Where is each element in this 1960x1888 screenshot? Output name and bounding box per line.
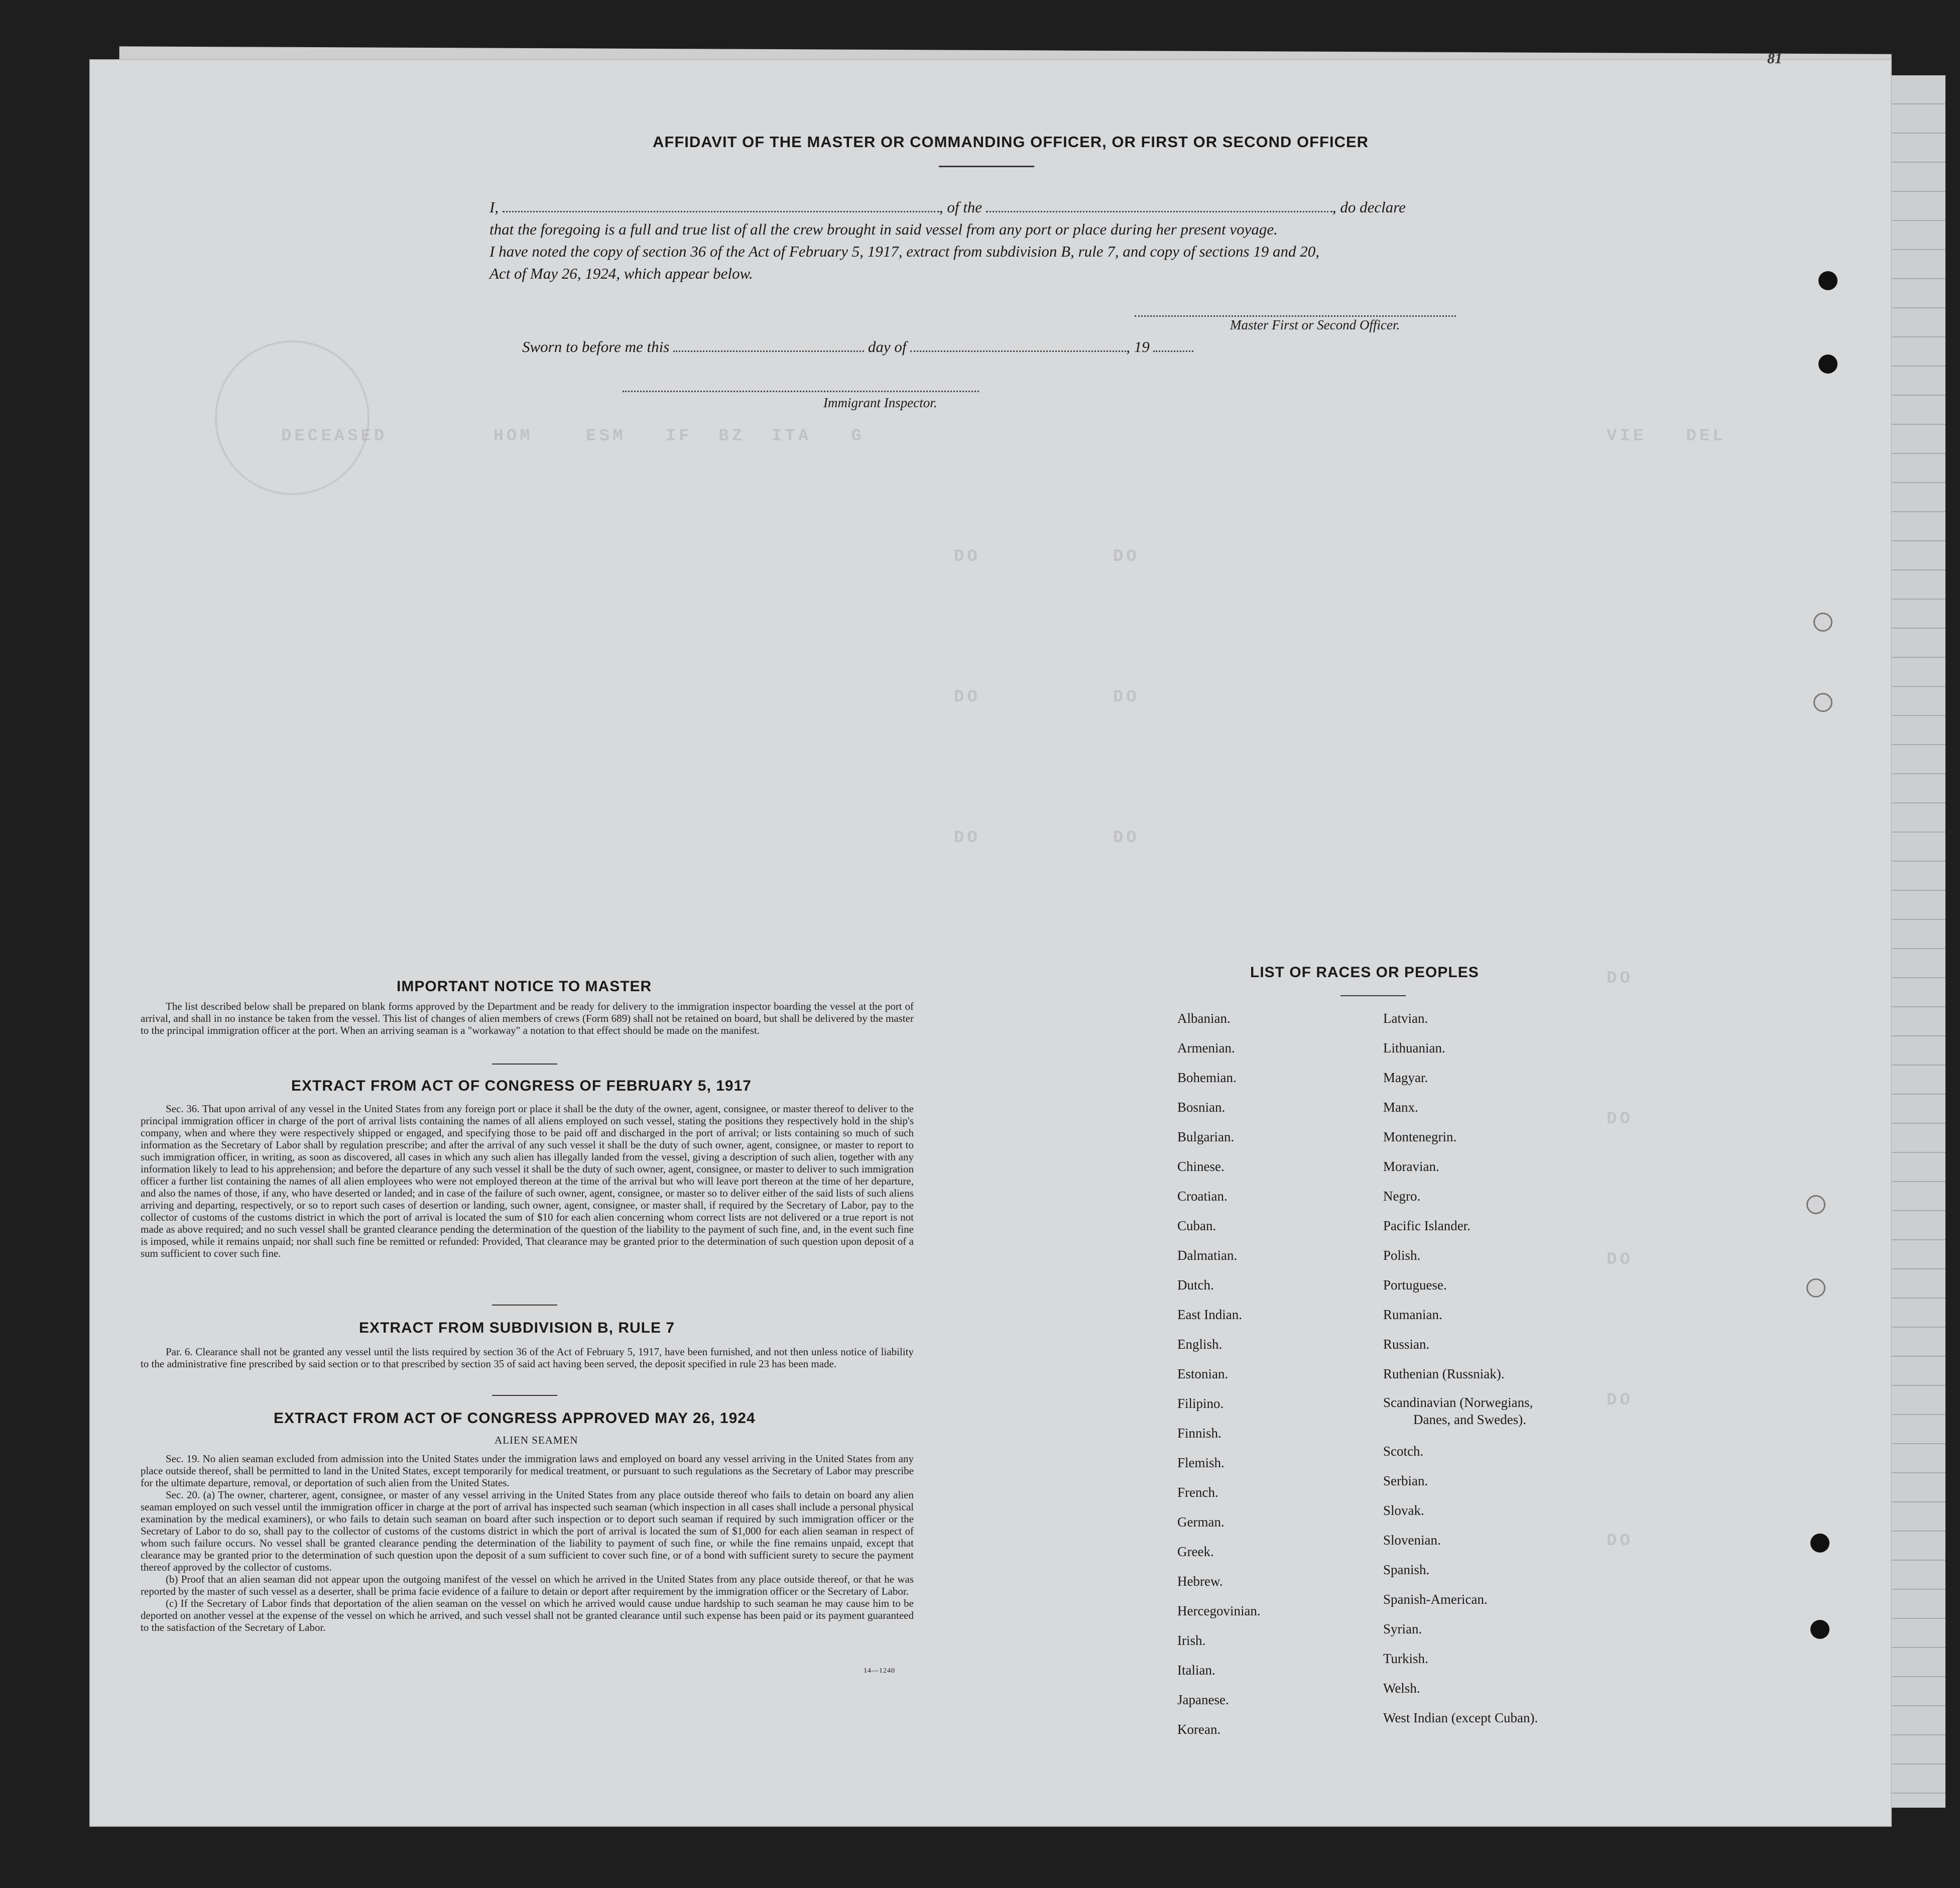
race-item: Manx. bbox=[1383, 1100, 1418, 1115]
title-rule bbox=[939, 166, 1034, 167]
race-item: Croatian. bbox=[1177, 1189, 1228, 1204]
sec-19-paragraph: Sec. 19. No alien seaman excluded from admission into the United States under the immigration laws and employed on board any vessel arriving in the United States from any place outside thereof, shall be permitted to land in the United States, except temporarily for medical treatment, or pursuant to such regulations as the Secretary of Labor may prescribe for the ultimate departure, removal, or deportation of such alien from the United States. bbox=[141, 1453, 914, 1489]
race-item: Slovak. bbox=[1383, 1503, 1424, 1518]
race-item: Lithuanian. bbox=[1383, 1040, 1445, 1055]
section-36-paragraph: Sec. 36. That upon arrival of any vessel in the United States from any foreign port or place it shall be the duty of the owner, agent, consignee, or master thereof to deliver to the principal immigration officer in charge of the port of arrival lists containing the names of all aliens employed on such vessel, stating the positions they respectively hold in the ship's company, when and where they were respectively shipped or engaged, and specifying those to be paid off and discharged in the port of arrival; or lists containing so much of such information as the Secretary of Labor shall by regulation prescribe; and after the arrival of any such vessel it shall be the duty of such owner, agent, consignee, or master to report to such immigration officer, in writing, as soon as discovered, all cases in which any such alien has illegally landed from the vessel, giving a description of such alien, together with any information likely to lead to his apprehension; and before the departure of any such vessel it shall be the duty of such owner, agent, consignee, or master to deliver to such immigration officer a further list containing the names of all alien employees who were not employed thereon at the time of the arrival but who will leave port thereon at the time of her departure, and also the names of those, if any, who have deserted or landed; and in case of the failure of such owner, agent, consignee, or master so to deliver either of the said lists of such aliens arriving and departing, respectively, or so to report such cases of desertion or landing, such owner, agent, consignee, or master shall, if required by the Secretary of Labor, pay to the collector of customs of the customs district in which the port of arrival is located the sum of $10 for each alien concerning whom correct lists are not delivered or a true report is not made as above required; and no such vessel shall be granted clearance pending the determination of the question of the liability to the payment of such fine, and, in the event such fine is imposed, while it remains unpaid; nor shall such fine be remitted or refunded: Provided, That clearance may be granted prior to the determination of such question upon deposit of a sum sufficient to cover such fine. bbox=[141, 1103, 914, 1259]
inspector-signature-line[interactable] bbox=[623, 391, 979, 392]
race-item: Flemish. bbox=[1177, 1455, 1224, 1470]
race-item: Greek. bbox=[1177, 1544, 1214, 1559]
par-6-paragraph: Par. 6. Clearance shall not be granted any vessel until the lists required by section 36 of the Act of February 5, 1917, have been furnished, and not then unless notice of liability to the administrative fine prescribed by said section or to that prescribed by section 35 of said act having been served, the deposit specified in rule 23 has been made. bbox=[141, 1346, 914, 1370]
bleed-through-row: DO bbox=[1607, 1391, 1633, 1410]
punch-hole bbox=[1810, 1620, 1829, 1639]
notice-paragraph: The list described below shall be prepared on blank forms approved by the Department and be ready for delivery to the immigration inspector boarding the vessel at the port of arrival, and shall in no instance be taken from the vessel. This list of changes of alien members of crews (Form 689) shall not be retained on board, but shall be delivered by the master to the principal immigration officer at the port. When an arriving seaman is a "workaway" a notation to that effect should be made on the manifest. bbox=[141, 1000, 914, 1036]
bleed-through-row: VIE DEL bbox=[1607, 427, 1726, 446]
race-item: Turkish. bbox=[1383, 1651, 1428, 1666]
affidavit-title: AFFIDAVIT OF THE MASTER OR COMMANDING OFFICER, OR FIRST OR SECOND OFFICER bbox=[653, 133, 1369, 151]
race-item: Korean. bbox=[1177, 1722, 1221, 1737]
bleed-through-row: DO DO bbox=[954, 688, 1140, 707]
race-item: Hercegovinian. bbox=[1177, 1603, 1261, 1618]
bleed-through-row: DO DO bbox=[954, 829, 1140, 848]
punch-hole bbox=[1813, 693, 1832, 712]
extract-1924-text bbox=[141, 1453, 914, 1633]
sworn-statement bbox=[522, 335, 1193, 356]
extract-1917-heading: EXTRACT FROM ACT OF CONGRESS OF FEBRUARY 5, 1917 bbox=[291, 1078, 752, 1094]
bleed-through-row: DO bbox=[1607, 1250, 1633, 1269]
race-item: Moravian. bbox=[1383, 1159, 1439, 1174]
races-right-column bbox=[1383, 1004, 1538, 1733]
affidavit-line-2: that the foregoing is a full and true list of all the crew brought in said vessel from any port or place during her present voyage. bbox=[489, 220, 1278, 238]
bleed-through-row: DO bbox=[1607, 969, 1633, 988]
race-item: Serbian. bbox=[1383, 1473, 1428, 1488]
race-item: Japanese. bbox=[1177, 1692, 1229, 1707]
affidavit-do-declare: , do declare bbox=[1332, 198, 1406, 216]
sec-20b-paragraph: (b) Proof that an alien seaman did not appear upon the outgoing manifest of the vessel on which he arrived in the United States from any place outside thereof, or that he was reported by the master of such vessel as a deserter, shall be prima facie evidence of a failure to detain or deport after requirement by the immigration officer or the Secretary of Labor. bbox=[141, 1573, 914, 1597]
race-item: West Indian (except Cuban). bbox=[1383, 1710, 1538, 1725]
race-item: Rumanian. bbox=[1383, 1307, 1442, 1322]
sworn-day-of: day of bbox=[868, 338, 907, 356]
race-item: Spanish. bbox=[1383, 1562, 1430, 1577]
bleed-through-row: DECEASED HOM ESM IF BZ ITA G bbox=[281, 427, 865, 446]
sec-20a-paragraph: Sec. 20. (a) The owner, charterer, agent, consignee, or master of any vessel arriving in the United States from any place outside thereof who fails to detain on board any alien seaman employed on such vessel until the immigration officer in charge at the port of arrival has inspected such seaman (which inspection in all cases shall include a personal physical examination by the medical examiners), or who fails to detain such seaman on board after such inspection or to deport such seaman if required by such immigration officer or the Secretary of Labor to do so, shall pay to the collector of customs of the customs district in which the port of arrival is located the sum of $1,000 for each alien seaman in respect of whom such failure occurs. No vessel shall be granted clearance pending the determination of the liability to payment of such fine, or while the fine remains unpaid, except that clearance may be granted prior to the determination of such question upon the deposit of a sum sufficient to cover such fine, or of a bond with sufficient surety to secure the payment thereof approved by the collector of customs. bbox=[141, 1489, 914, 1573]
race-item: Filipino. bbox=[1177, 1396, 1224, 1411]
sworn-year: , 19 bbox=[1126, 338, 1150, 356]
race-item: Portuguese. bbox=[1383, 1277, 1447, 1292]
section-rule bbox=[492, 1305, 557, 1306]
sworn-prefix: Sworn to before me this bbox=[522, 338, 670, 356]
notice-text bbox=[141, 1000, 914, 1036]
sworn-day-blank[interactable] bbox=[673, 335, 864, 352]
sec-20c-paragraph: (c) If the Secretary of Labor finds that deportation of the alien seaman on the vessel on which he arrived would cause undue hardship to such seaman he may cause him to be deported on another vessel at the expense of the vessel on which he arrived, and such vessel shall not be granted clearance until such expense has been paid or its payment guaranteed to the satisfaction of the Secretary of Labor. bbox=[141, 1597, 914, 1633]
inspector-signature-label: Immigrant Inspector. bbox=[823, 395, 937, 410]
races-rule bbox=[1340, 995, 1406, 996]
race-item: Pacific Islander. bbox=[1383, 1218, 1471, 1233]
master-signature-line[interactable] bbox=[1135, 315, 1456, 317]
form-number: 14—1240 bbox=[864, 1667, 895, 1675]
race-item: Scotch. bbox=[1383, 1444, 1424, 1459]
affidavit-text bbox=[489, 196, 1494, 285]
race-item: Bulgarian. bbox=[1177, 1129, 1235, 1144]
vessel-blank[interactable] bbox=[986, 196, 1332, 212]
race-item: Scandinavian (Norwegians, bbox=[1383, 1395, 1533, 1410]
race-item: Hebrew. bbox=[1177, 1574, 1223, 1589]
race-item: Polish. bbox=[1383, 1248, 1421, 1263]
affidavit-i: I, bbox=[489, 198, 499, 216]
race-item: Russian. bbox=[1383, 1337, 1430, 1352]
race-item: Bohemian. bbox=[1177, 1070, 1237, 1085]
race-item: Danes, and Swedes). bbox=[1413, 1412, 1526, 1427]
bleed-through-row: DO bbox=[1607, 1531, 1633, 1551]
affidavit-line-1 bbox=[489, 196, 1494, 218]
affidavit-of-the: , of the bbox=[939, 198, 983, 216]
sworn-year-blank[interactable] bbox=[1153, 335, 1193, 352]
race-item: Latvian. bbox=[1383, 1011, 1428, 1026]
alien-seamen-subheading: ALIEN SEAMEN bbox=[495, 1434, 578, 1446]
race-item: Magyar. bbox=[1383, 1070, 1428, 1085]
section-rule bbox=[492, 1395, 557, 1396]
punch-hole bbox=[1806, 1278, 1825, 1297]
race-item: Bosnian. bbox=[1177, 1100, 1226, 1115]
race-item: Negro. bbox=[1383, 1189, 1421, 1204]
punch-hole bbox=[1818, 271, 1838, 290]
extract-1924-heading: EXTRACT FROM ACT OF CONGRESS APPROVED MAY 26, 1924 bbox=[274, 1410, 756, 1427]
race-item: Finnish. bbox=[1177, 1426, 1221, 1441]
name-blank[interactable] bbox=[503, 196, 939, 212]
race-item: Cuban. bbox=[1177, 1218, 1216, 1233]
section-rule bbox=[492, 1064, 557, 1065]
race-item: German. bbox=[1177, 1514, 1224, 1529]
race-item: Estonian. bbox=[1177, 1366, 1229, 1381]
race-item: Irish. bbox=[1177, 1633, 1206, 1648]
race-item: Armenian. bbox=[1177, 1040, 1235, 1055]
page-number: 81 bbox=[1767, 50, 1782, 67]
extract-1917-text bbox=[141, 1103, 914, 1259]
race-item: Slovenian. bbox=[1383, 1532, 1441, 1548]
extract-rule7-heading: EXTRACT FROM SUBDIVISION B, RULE 7 bbox=[359, 1320, 675, 1336]
race-item: Spanish-American. bbox=[1383, 1592, 1488, 1607]
races-left-column bbox=[1177, 1004, 1261, 1744]
race-item: Welsh. bbox=[1383, 1681, 1420, 1696]
sworn-month-blank[interactable] bbox=[910, 335, 1126, 352]
race-item: Syrian. bbox=[1383, 1621, 1422, 1636]
punch-hole bbox=[1806, 1195, 1825, 1214]
punch-hole bbox=[1818, 355, 1838, 374]
race-item: French. bbox=[1177, 1485, 1218, 1500]
bleed-through-row: DO DO bbox=[954, 547, 1140, 566]
race-item: Italian. bbox=[1177, 1663, 1215, 1678]
punch-hole bbox=[1813, 613, 1832, 632]
race-item: English. bbox=[1177, 1337, 1222, 1352]
bleed-through-row: DO bbox=[1607, 1110, 1633, 1129]
race-item: Dalmatian. bbox=[1177, 1248, 1238, 1263]
affidavit-line-4: Act of May 26, 1924, which appear below. bbox=[489, 265, 753, 282]
race-item: Albanian. bbox=[1177, 1011, 1231, 1026]
extract-rule7-text bbox=[141, 1346, 914, 1370]
punch-hole bbox=[1810, 1533, 1829, 1553]
race-item: East Indian. bbox=[1177, 1307, 1242, 1322]
race-item: Ruthenian (Russniak). bbox=[1383, 1366, 1505, 1381]
race-item: Dutch. bbox=[1177, 1277, 1214, 1292]
notice-heading: IMPORTANT NOTICE TO MASTER bbox=[397, 978, 652, 995]
races-heading: LIST OF RACES OR PEOPLES bbox=[1250, 964, 1479, 981]
affidavit-line-3: I have noted the copy of section 36 of the Act of February 5, 1917, extract from subdivision B, rule 7, and copy of sections 19 and 20, bbox=[489, 243, 1320, 260]
master-signature-label: Master First or Second Officer. bbox=[1230, 317, 1400, 332]
race-item: Chinese. bbox=[1177, 1159, 1224, 1174]
faded-seal-watermark bbox=[215, 340, 370, 495]
race-item: Montenegrin. bbox=[1383, 1129, 1457, 1144]
